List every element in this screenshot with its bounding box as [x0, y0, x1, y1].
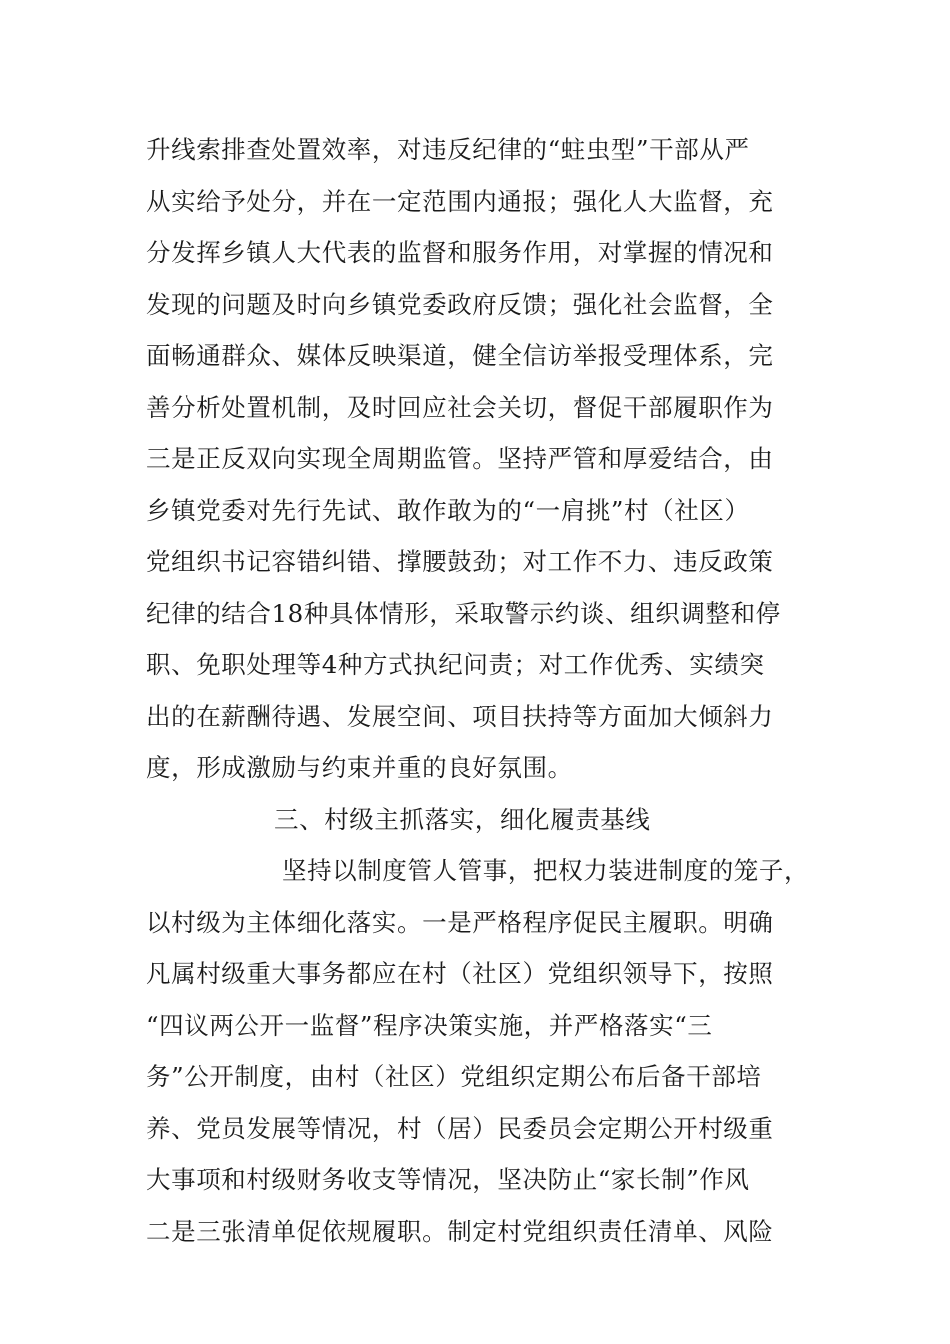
text-line: 以村级为主体细化落实。一是严格程序促民主履职。明确 [146, 907, 774, 937]
text-line: 度，形成激励与约束并重的良好氛围。 [146, 753, 573, 782]
text-line: 党组织书记容错纠错、撑腰鼓劲；对工作不力、违反政策 [146, 547, 774, 576]
text-line: 出的在薪酬待遇、发展空间、项目扶持等方面加大倾斜力 [146, 701, 774, 731]
text-line: 善分析处置机制，及时回应社会关切，督促干部履职作为 [146, 392, 774, 422]
paragraph-first-line: 坚持以制度管人管事，把权力装进制度的笼子， [282, 856, 810, 885]
text-line: 分发挥乡镇人大代表的监督和服务作用，对掌握的情况和 [146, 238, 774, 267]
text-line: 发现的问题及时向乡镇党委政府反馈；强化社会监督，全 [146, 289, 774, 319]
text-line: 从实给予处分，并在一定范围内通报；强化人大监督，充 [146, 186, 774, 216]
text-line: 二是三张清单促依规履职。制定村党组织责任清单、风险 [146, 1216, 774, 1246]
text-line: 养、党员发展等情况，村（居）民委员会定期公开村级重 [146, 1113, 774, 1143]
section-heading: 三、村级主抓落实，细化履责基线 [274, 804, 651, 834]
text-line: 乡镇党委对先行先试、敢作敢为的“一肩挑”村（社区） [146, 495, 750, 525]
text-line: 大事项和村级财务收支等情况，坚决防止“家长制”作风 [146, 1165, 750, 1194]
text-line: 职、免职处理等4种方式执纪问责；对工作优秀、实绩突 [146, 650, 765, 679]
text-line: 升线索排查处置效率，对违反纪律的“蛀虫型”干部从严 [146, 135, 750, 164]
text-line: 纪律的结合18种具体情形，采取警示约谈、组织调整和停 [146, 598, 781, 628]
text-line: “四议两公开一监督”程序决策实施，并严格落实“三 [146, 1010, 713, 1040]
body-text [146, 124, 826, 1257]
text-line: 凡属村级重大事务都应在村（社区）党组织领导下，按照 [146, 959, 774, 988]
text-line: 务”公开制度，由村（社区）党组织定期公布后备干部培 [146, 1062, 762, 1091]
text-line: 面畅通群众、媒体反映渠道，健全信访举报受理体系，完 [146, 341, 774, 370]
text-line: 三是正反双向实现全周期监管。坚持严管和厚爱结合，由 [146, 444, 774, 473]
